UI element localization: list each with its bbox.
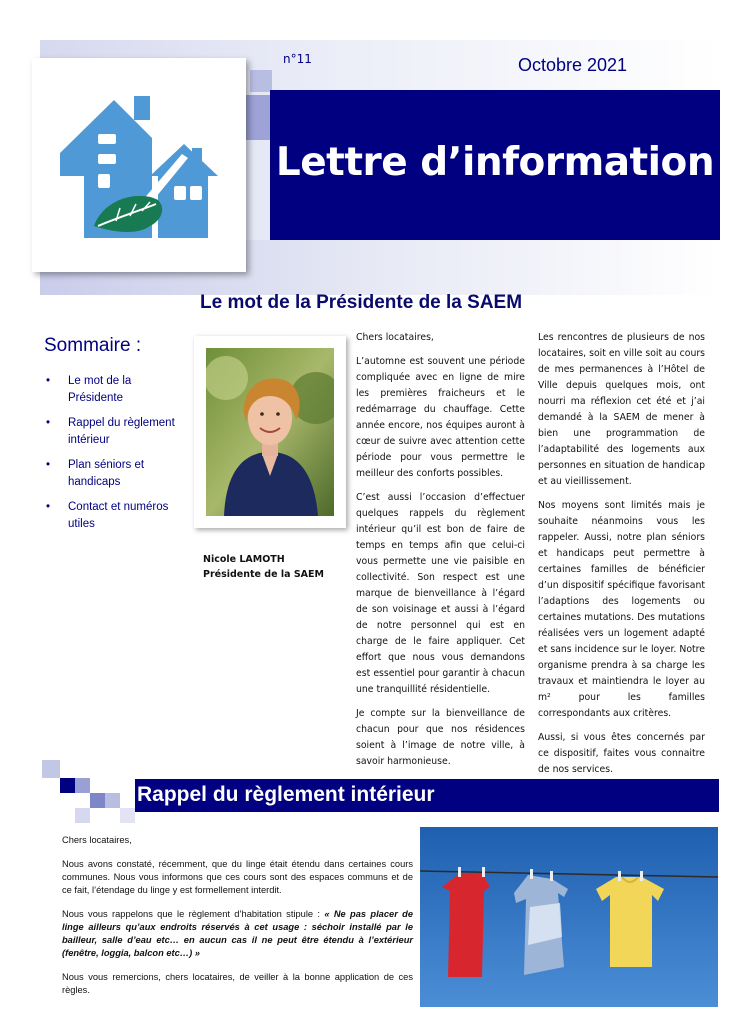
paragraph: Nos moyens sont limités mais je souhaite néanmoins vous les rappeler. Aussi, notre plan séniors et handicaps peut permettre à certaines familles de bénéficier d’un dispositif spécifique favorisant l’adaptions des logements ou certaines mutations. Des mutations réalisées vers un logement adapté et sans incidence sur le loyer. Notre organisme prendra à sa charge les travaux et maintiendra le loyer au m² pour les familles correspondants aux critères. <box>538 500 705 719</box>
sommaire-list <box>46 373 186 541</box>
section-heading-president: Le mot de la Présidente de la SAEM <box>200 292 523 313</box>
paragraph <box>62 908 413 960</box>
logo-frame <box>32 58 246 272</box>
sommaire-item[interactable]: • Plan séniors et handicaps <box>46 457 186 491</box>
president-text-column-2 <box>538 330 705 810</box>
president-photo-frame <box>194 336 346 528</box>
president-text-column-1 <box>356 330 525 778</box>
section-heading-rappel: Rappel du règlement intérieur <box>137 783 435 806</box>
paragraph: Je compte sur la bienveillance de chacun pour que nos résidences soient à l’image de notre ville, à savoir harmonieuse. <box>356 708 525 767</box>
decorative-square <box>90 793 105 808</box>
newsletter-title: Lettre d’information <box>275 140 715 185</box>
decorative-square <box>60 778 75 793</box>
regulation-quote: « Ne pas placer de linge ailleurs qu’aux endroits réservés à cet usage : séchoir installé par le bailleur, salle d’eau etc… en aucun cas il ne peut être étendu à l’extérieur (fenêtre, loggia, balcon etc…) » <box>62 909 413 958</box>
paragraph: Nous avons constaté, récemment, que du linge était étendu dans certaines cours communes. Nous vous informons que ces cours sont des espaces communs et de ce fait, l’étendage du linge y est formellement interdit. <box>62 859 413 895</box>
decorative-square <box>105 793 120 808</box>
house-leaf-logo-icon <box>32 58 246 272</box>
decorative-square <box>75 808 90 823</box>
sommaire-item[interactable]: • Le mot de la Présidente <box>46 373 186 407</box>
decorative-square <box>42 760 60 778</box>
paragraph: C’est aussi l’occasion d’effectuer quelques rappels du règlement intérieur qu’il est bon de faire de temps en temps afin que celui-ci vous permette une vie paisible en collectivité. Son respect est une marque de bienveillance à l’égard de son voisinage et aussi à l’égard de notre personnel qui est en charge de le faire appliquer. Cet effort que nous vous demandons est essentiel pour garantir à chacun une tranquillité résidentielle. <box>356 492 525 695</box>
paragraph: Chers locataires, <box>62 835 132 845</box>
quote-intro: Nous vous rappelons que le règlement d’habitation stipule : <box>62 909 325 919</box>
paragraph: Aussi, si vous êtes concernés par ce dispositif, faites vous connaitre de nos services. <box>538 732 705 775</box>
sommaire-title: Sommaire : <box>44 335 142 356</box>
president-role: Présidente de la SAEM <box>203 569 324 580</box>
portrait-photo <box>206 348 334 516</box>
laundry-photo <box>420 827 718 1007</box>
sommaire-item[interactable]: • Rappel du règlement intérieur <box>46 415 186 449</box>
issue-date: Octobre 2021 <box>518 55 628 75</box>
decorative-square <box>250 70 272 92</box>
paragraph: Chers locataires, <box>356 332 434 343</box>
president-name: Nicole LAMOTH <box>203 554 285 565</box>
rappel-text <box>62 834 413 1008</box>
paragraph: Les rencontres de plusieurs de nos locataires, soit en ville soit au cours de mes permanences à l’Hôtel de Ville depuis quelques mois, ont nourri ma réflexion cet été et j’ai demandé à la SAEM de mener à bien une programmation de l’adaptabilité des logements aux personnes en situation de handicap et au vieillissement. <box>538 332 705 487</box>
issue-number: n°11 <box>283 52 312 66</box>
decorative-square <box>75 778 90 793</box>
paragraph: Nous vous remercions, chers locataires, de veiller à la bonne application de ces règles. <box>62 972 413 995</box>
president-signature <box>203 552 324 582</box>
decorative-square <box>120 808 135 823</box>
sommaire-item[interactable]: • Contact et numéros utiles <box>46 499 186 533</box>
paragraph: L’automne est souvent une période compliquée avec en ligne de mire les premières fraicheurs et le redémarrage du chauffage. Cette année encore, nos équipes auront à cœur de suivre avec attention cette période pour vous permettre le meilleur des conforts possibles. <box>356 356 525 479</box>
